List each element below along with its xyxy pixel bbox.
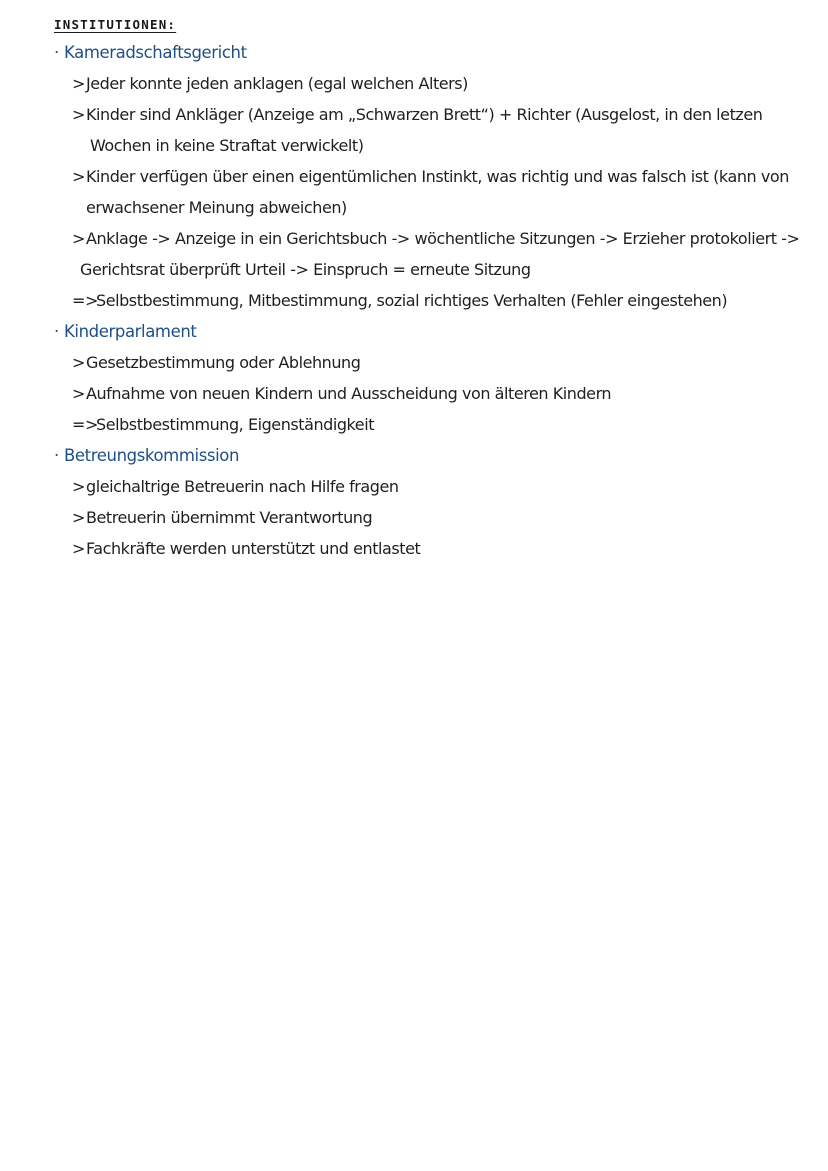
list-item bbox=[54, 533, 794, 564]
page-title: INSTITUTIONEN: bbox=[54, 17, 177, 32]
arrow-marker: > bbox=[72, 167, 85, 186]
section-heading-text: Kameradschaftsgericht bbox=[64, 43, 247, 62]
item-text: Kinder sind Ankläger (Anzeige am „Schwarzen Brett“) + Richter (Ausgelost, in den letzen bbox=[86, 105, 763, 124]
item-text-continued: Wochen in keine Straftat verwickelt) bbox=[90, 136, 364, 155]
item-text: Selbstbestimmung, Mitbestimmung, sozial richtiges Verhalten (Fehler eingestehen) bbox=[96, 291, 728, 310]
item-text: Anklage -> Anzeige in ein Gerichtsbuch -> wöchentliche Sitzungen -> Erzieher protokoliert -> bbox=[86, 229, 800, 248]
section-heading bbox=[54, 37, 794, 68]
list-item bbox=[54, 68, 794, 99]
bullet-dot-icon: · bbox=[54, 446, 59, 465]
conclusion-item bbox=[54, 409, 794, 440]
bullet-dot-icon: · bbox=[54, 43, 59, 62]
section-heading-text: Betreungskommission bbox=[64, 446, 240, 465]
double-arrow-marker: => bbox=[72, 291, 98, 310]
double-arrow-marker: => bbox=[72, 415, 98, 434]
list-item bbox=[54, 471, 794, 502]
arrow-marker: > bbox=[72, 477, 85, 496]
section-heading bbox=[54, 440, 794, 471]
item-text: gleichaltrige Betreuerin nach Hilfe fragen bbox=[86, 477, 399, 496]
section-heading bbox=[54, 316, 794, 347]
section-betreungskommission bbox=[54, 440, 794, 564]
arrow-marker: > bbox=[72, 105, 85, 124]
section-kinderparlament bbox=[54, 316, 794, 440]
section-kameradschaftsgericht bbox=[54, 37, 800, 316]
list-item bbox=[54, 347, 794, 378]
item-text: Kinder verfügen über einen eigentümlichen Instinkt, was richtig und was falsch ist (kann von bbox=[86, 167, 789, 186]
list-item bbox=[54, 99, 794, 161]
list-item bbox=[54, 223, 800, 285]
arrow-marker: > bbox=[72, 353, 85, 372]
conclusion-item bbox=[54, 285, 794, 316]
bullet-dot-icon: · bbox=[54, 322, 59, 341]
item-text-continued: Gerichtsrat überprüft Urteil -> Einspruch = erneute Sitzung bbox=[80, 260, 531, 279]
list-item bbox=[54, 378, 794, 409]
item-text: Aufnahme von neuen Kindern und Ausscheidung von älteren Kindern bbox=[86, 384, 612, 403]
arrow-marker: > bbox=[72, 74, 85, 93]
item-text: Gesetzbestimmung oder Ablehnung bbox=[86, 353, 361, 372]
item-text: Selbstbestimmung, Eigenständigkeit bbox=[96, 415, 375, 434]
notes-page bbox=[54, 14, 800, 564]
item-text: Fachkräfte werden unterstützt und entlastet bbox=[86, 539, 421, 558]
arrow-marker: > bbox=[72, 508, 85, 527]
list-item bbox=[54, 161, 794, 223]
arrow-marker: > bbox=[72, 384, 85, 403]
item-text-continued: erwachsener Meinung abweichen) bbox=[86, 198, 347, 217]
section-heading-text: Kinderparlament bbox=[64, 322, 197, 341]
list-item bbox=[54, 502, 794, 533]
arrow-marker: > bbox=[72, 229, 85, 248]
arrow-marker: > bbox=[72, 539, 85, 558]
item-text: Betreuerin übernimmt Verantwortung bbox=[86, 508, 373, 527]
item-text: Jeder konnte jeden anklagen (egal welchen Alters) bbox=[86, 74, 468, 93]
